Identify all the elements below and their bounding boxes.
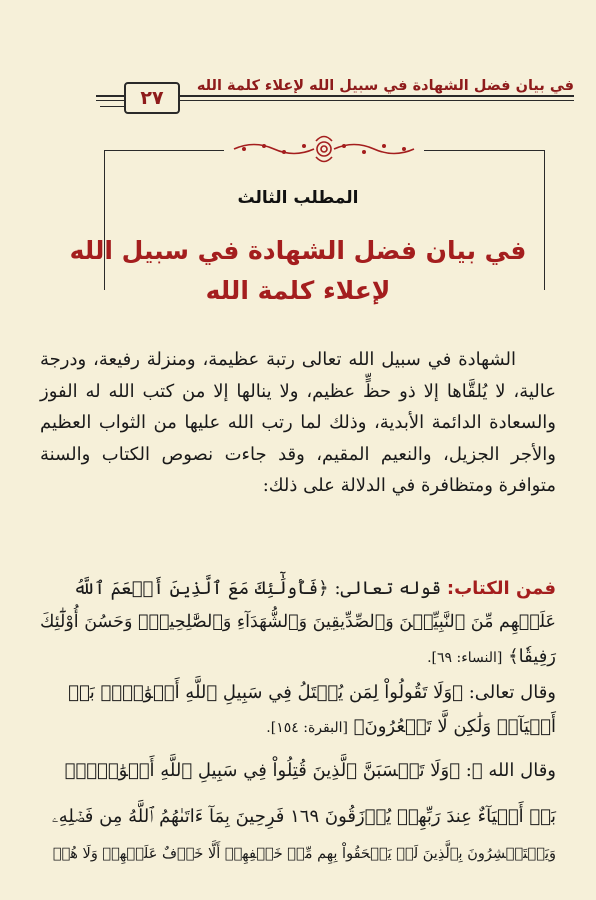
verse2-line2: أَحۡيَآءٞ وَلَٰكِن لَّا تَشۡعُرُونَ﴾ [353,716,556,737]
verse3-intro-line [65,760,556,781]
verse1-line3: رَفِيقٗا﴾ [508,646,556,667]
section-title-line1: في بيان فضل الشهادة في سبيل الله [69,236,527,265]
verse3-line1: ﴿وَلَا تَحۡسَبَنَّ ٱلَّذِينَ قُتِلُواْ فِي سَبِيلِ ٱللَّهِ أَمۡوَٰتَۢاۚ [64,760,460,781]
verse3-line2: بَلۡ أَحۡيَآءٌ عِندَ رَبِّهِمۡ يُرۡزَقُونَ ١٦٩ فَرِحِينَ بِمَآ ءَاتَىٰهُمُ ٱللَّهُ مِن فَضۡلِهِۦ [51,806,556,827]
intro-paragraph: الشهادة في سبيل الله تعالى رتبة عظيمة، ومنزلة رفيعة، ودرجة عالية، لا يُلقَّاها إلا ذو حظٍّ عظيم، ولا ينالها إلا من كتب الله له الفوز والسعادة الدائمة الأبدية، وذلك لما رتب الله عليها من الثواب العظيم والأجر الجزيل، والنعيم المقيم، وقد جاءت نصوص الكتاب والسنة متوافرة ومتظافرة في الدلالة على ذلك: [40,349,556,496]
verse1-line2: عَلَيۡهِم مِّنَ ٱلنَّبِيِّـۧنَ وَٱلصِّدِّيقِينَ وَٱلشُّهَدَآءِ وَٱلصَّٰلِحِينَۚ وَحَسُنَ أُوْلَٰٓئِكَ [39,612,556,632]
section-title-line2: لإعلاء كلمة الله [205,276,391,305]
floral-ornament-icon [224,132,424,166]
verse2-intro-line [68,682,556,703]
verse1-line1: ﴿فَأُولَٰٓئِكَ مَعَ ٱلَّذِينَ أَنۡعَمَ ٱللَّهُ [73,578,329,599]
page-number: ٢٧ [140,87,164,109]
verse1-intro: قوله تعالى: [334,578,442,599]
verse2-line2-wrap [266,716,556,737]
verse1-reference: [النساء: ٦٩]. [427,650,503,666]
verse2-reference: [البقرة: ١٥٤]. [266,720,348,736]
verse1-intro-line [73,578,556,599]
section-frame-right [544,150,545,290]
verse3-line3: وَيَسۡتَبۡشِرُونَ بِٱلَّذِينَ لَمۡ يَلۡحَقُواْ بِهِم مِّنۡ خَلۡفِهِمۡ أَلَّا خَوۡفٌ عَلَيۡهِمۡ وَلَا هُمۡ [52,846,556,862]
verse2-intro: وقال تعالى: [468,682,556,703]
from-book-label: فمن الكتاب: [446,578,556,599]
section-frame-left [104,150,105,290]
verse3-intro: وقال الله ﷻ: [465,760,556,781]
verse2-line1: ﴿وَلَا تَقُولُواْ لِمَن يُقۡتَلُ فِي سَبِيلِ ٱللَّهِ أَمۡوَٰتُۢۚ بَلۡ [68,682,463,703]
verse1-line3-wrap [427,646,556,667]
page-number-badge [124,82,180,114]
section-label: المطلب الثالث [237,188,359,208]
header-rule-tail [100,106,124,107]
running-header-title: في بيان فضل الشهادة في سبيل الله لإعلاء كلمة الله [196,78,574,94]
